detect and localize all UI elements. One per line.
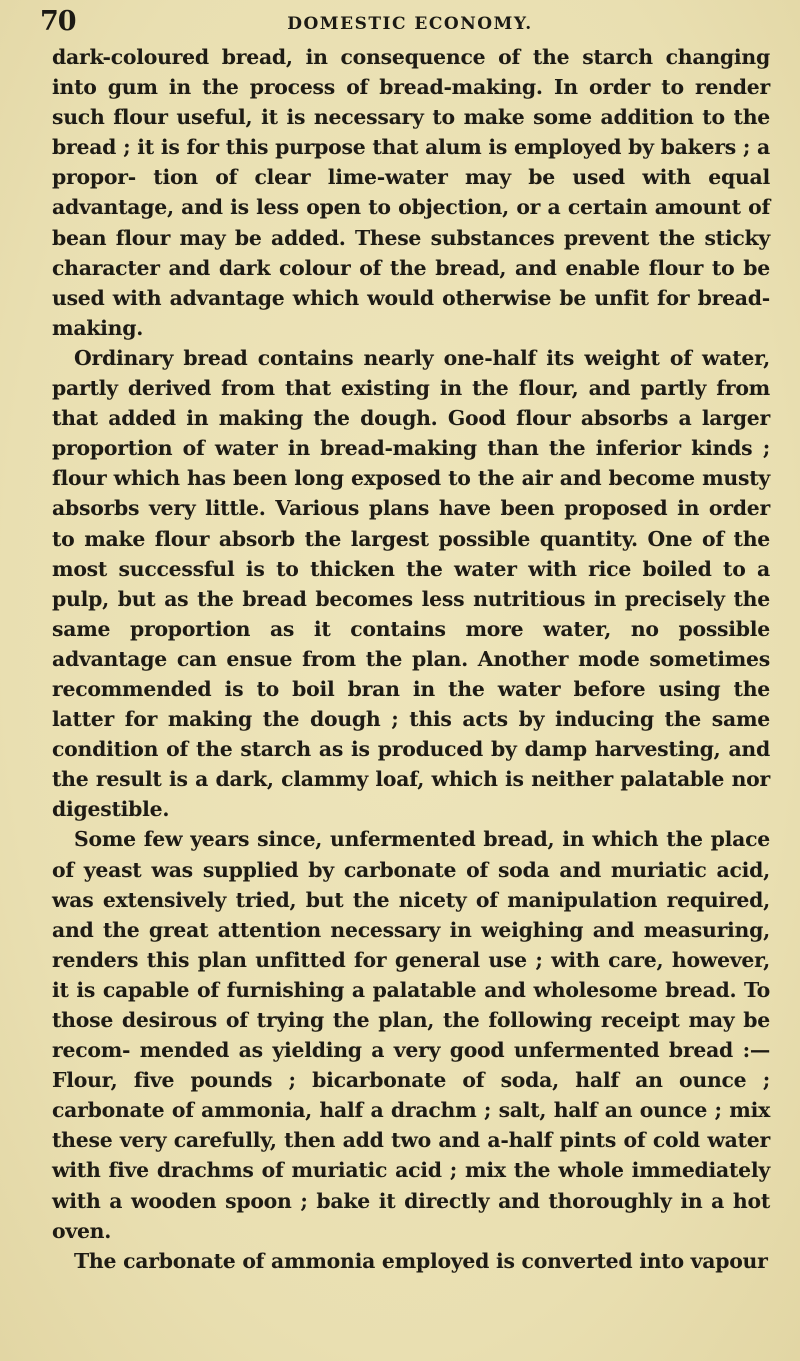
running-title: DOMESTIC ECONOMY. — [287, 14, 533, 34]
page-number: 70 — [40, 6, 76, 37]
page-header — [40, 6, 780, 40]
paragraph-continued: dark-coloured bread, in consequence of the starch changing into gum in the process of bread-making. In order to render such flour useful, it is necessary to make some addition to the bread ; it is for this purpose that alum is employed by bakers ; a propor- tion of clear lime-water may be used with equal advantage, and is less open to objection, or a certain amount of bean flour may be added. These substances prevent the sticky character and dark colour of the bread, and enable flour to be used with advantage which would otherwise be unfit for bread-making. — [52, 45, 770, 340]
paragraph-unfermented-bread: Some few years since, unfermented bread, in which the place of yeast was supplied by carbonate of soda and muriatic acid, was extensively tried, but the nicety of manipulation required, and the great attention necessary in weighing and measuring, renders this plan unfitted for general use ; with care, however, it is capable of furnishing a palatable and wholesome bread. To those desirous of trying the plan, the following receipt may be recom- mended as yielding a very good unfermented bread :—Flour, five pounds ; bicarbonate of soda, half an ounce ; carbonate of ammonia, half a drachm ; salt, half an ounce ; mix these very carefully, then add two and a-half pints of cold water with five drachms of muriatic acid ; mix the whole immediately with a wooden spoon ; bake it directly and thoroughly in a hot oven. — [52, 827, 770, 1243]
body-text — [52, 42, 770, 1276]
paragraph-bread-water: Ordinary bread contains nearly one-half its weight of water, partly derived from that existing in the flour, and partly from that added in making the dough. Good flour absorbs a larger proportion of water in bread-making than the inferior kinds ; flour which has been long exposed to the air and become musty absorbs very little. Various plans have been proposed in order to make flour absorb the largest possible quantity. One of the most successful is to thicken the water with rice boiled to a pulp, but as the bread becomes less nutritious in precisely the same proportion as it contains more water, no possible advantage can ensue from the plan. Another mode sometimes recommended is to boil bran in the water before using the latter for making the dough ; this acts by inducing the same condition of the starch as is produced by damp harvesting, and the result is a dark, clammy loaf, which is neither palatable nor digestible. — [52, 345, 770, 822]
paragraph-carbonate-ammonia: The carbonate of ammonia employed is converted into vapour — [74, 1248, 768, 1273]
